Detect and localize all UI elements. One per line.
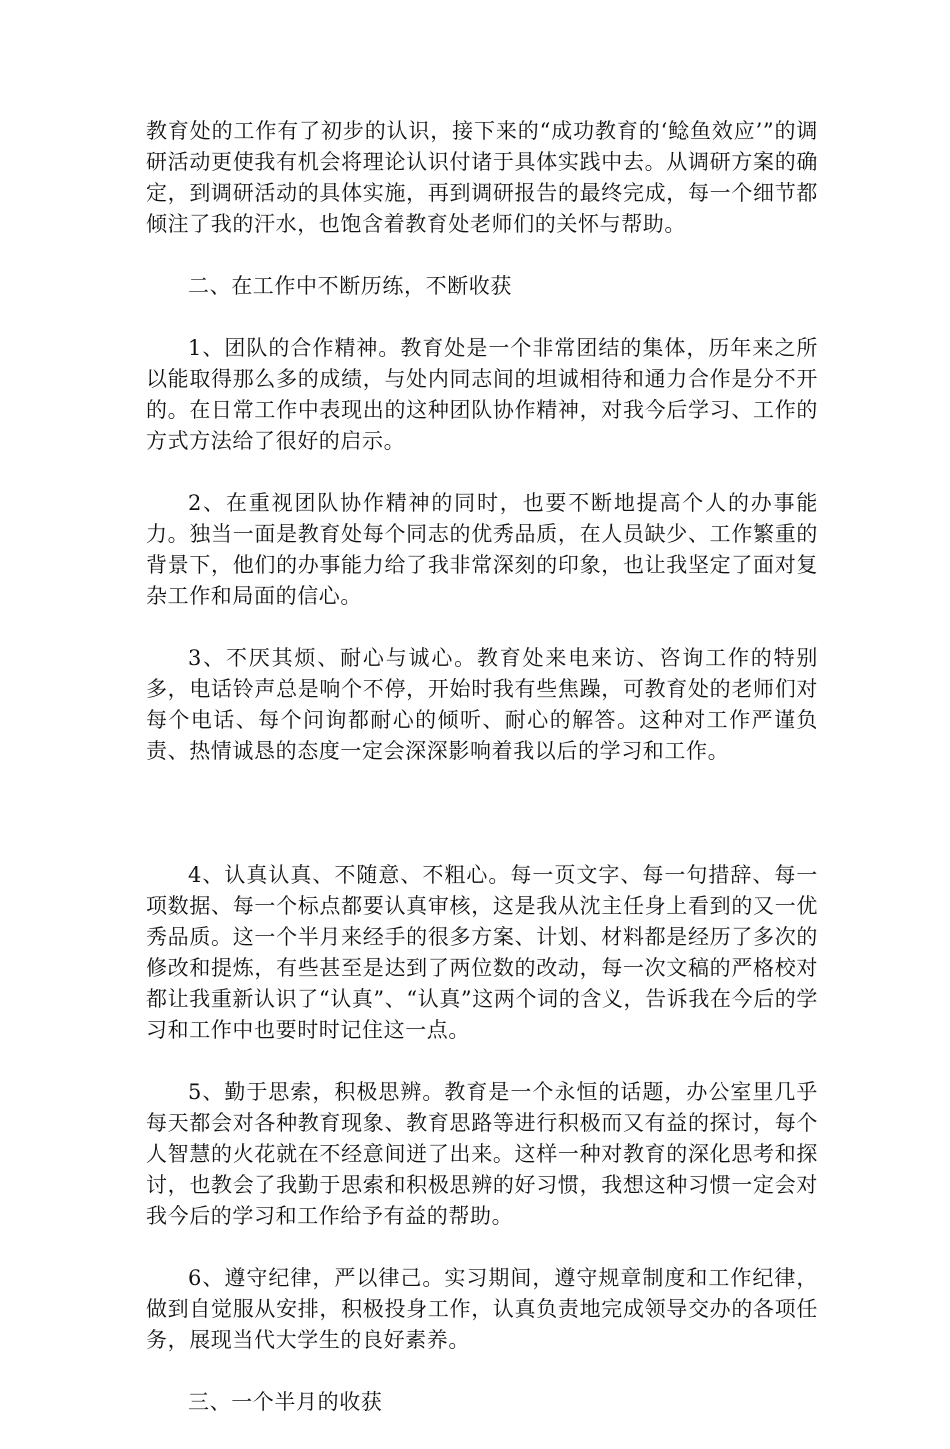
page-spacer bbox=[146, 798, 818, 860]
paragraph-item-1: 1、团队的合作精神。教育处是一个非常团结的集体，历年来之所以能取得那么多的成绩，与处内同志间的坦诚相待和通力合作是分不开的。在日常工作中表现出的这种团队协作精神，对我今后学习、工作的方式方法给了很好的启示。 bbox=[146, 336, 818, 453]
paragraph-item-2: 2、在重视团队协作精神的同时，也要不断地提高个人的办事能力。独当一面是教育处每个同志的优秀品质，在人员缺少、工作繁重的背景下，他们的办事能力给了我非常深刻的印象，也让我坚定了面对复杂工作和局面的信心。 bbox=[146, 491, 818, 608]
paragraph-item-4: 4、认真认真、不随意、不粗心。每一页文字、每一句措辞、每一项数据、每一个标点都要认真审核，这是我从沈主任身上看到的又一优秀品质。这一个半月来经手的很多方案、计划、材料都是经历了多次的修改和提炼，有些甚至是达到了两位数的改动，每一次文稿的严格校对都让我重新认识了“认真”、“认真”这两个词的含义，告诉我在今后的学习和工作中也要时时记住这一点。 bbox=[146, 863, 818, 1042]
section-heading-two: 二、在工作中不断历练，不断收获 bbox=[188, 274, 512, 298]
paragraph-continued: 教育处的工作有了初步的认识，接下来的“成功教育的‘鲶鱼效应’”的调研活动更使我有机会将理论认识付诸于具体实践中去。从调研方案的确定，到调研活动的具体实施，再到调研报告的最终完成，每一个细节都倾注了我的汗水，也饱含着教育处老师们的关怀与帮助。 bbox=[146, 119, 818, 236]
paragraph-item-3: 3、不厌其烦、耐心与诚心。教育处来电来访、咨询工作的特别多，电话铃声总是响个不停，开始时我有些焦躁，可教育处的老师们对每个电话、每个问询都耐心的倾听、耐心的解答。这种对工作严谨负责、热情诚恳的态度一定会深深影响着我以后的学习和工作。 bbox=[146, 646, 818, 763]
document-body bbox=[146, 116, 818, 1449]
paragraph-item-6: 6、遵守纪律，严以律己。实习期间，遵守规章制度和工作纪律，做到自觉服从安排，积极投身工作，认真负责地完成领导交办的各项任务，展现当代大学生的良好素养。 bbox=[146, 1266, 818, 1352]
paragraph-item-5: 5、勤于思索，积极思辨。教育是一个永恒的话题，办公室里几乎每天都会对各种教育现象、教育思路等进行积极而又有益的探讨，每个人智慧的火花就在不经意间迸了出来。这样一种对教育的深化思考和探讨，也教会了我勤于思索和积极思辨的好习惯，我想这种习惯一定会对我今后的学习和工作给予有益的帮助。 bbox=[146, 1080, 818, 1228]
section-heading-three: 三、一个半月的收获 bbox=[188, 1390, 383, 1414]
